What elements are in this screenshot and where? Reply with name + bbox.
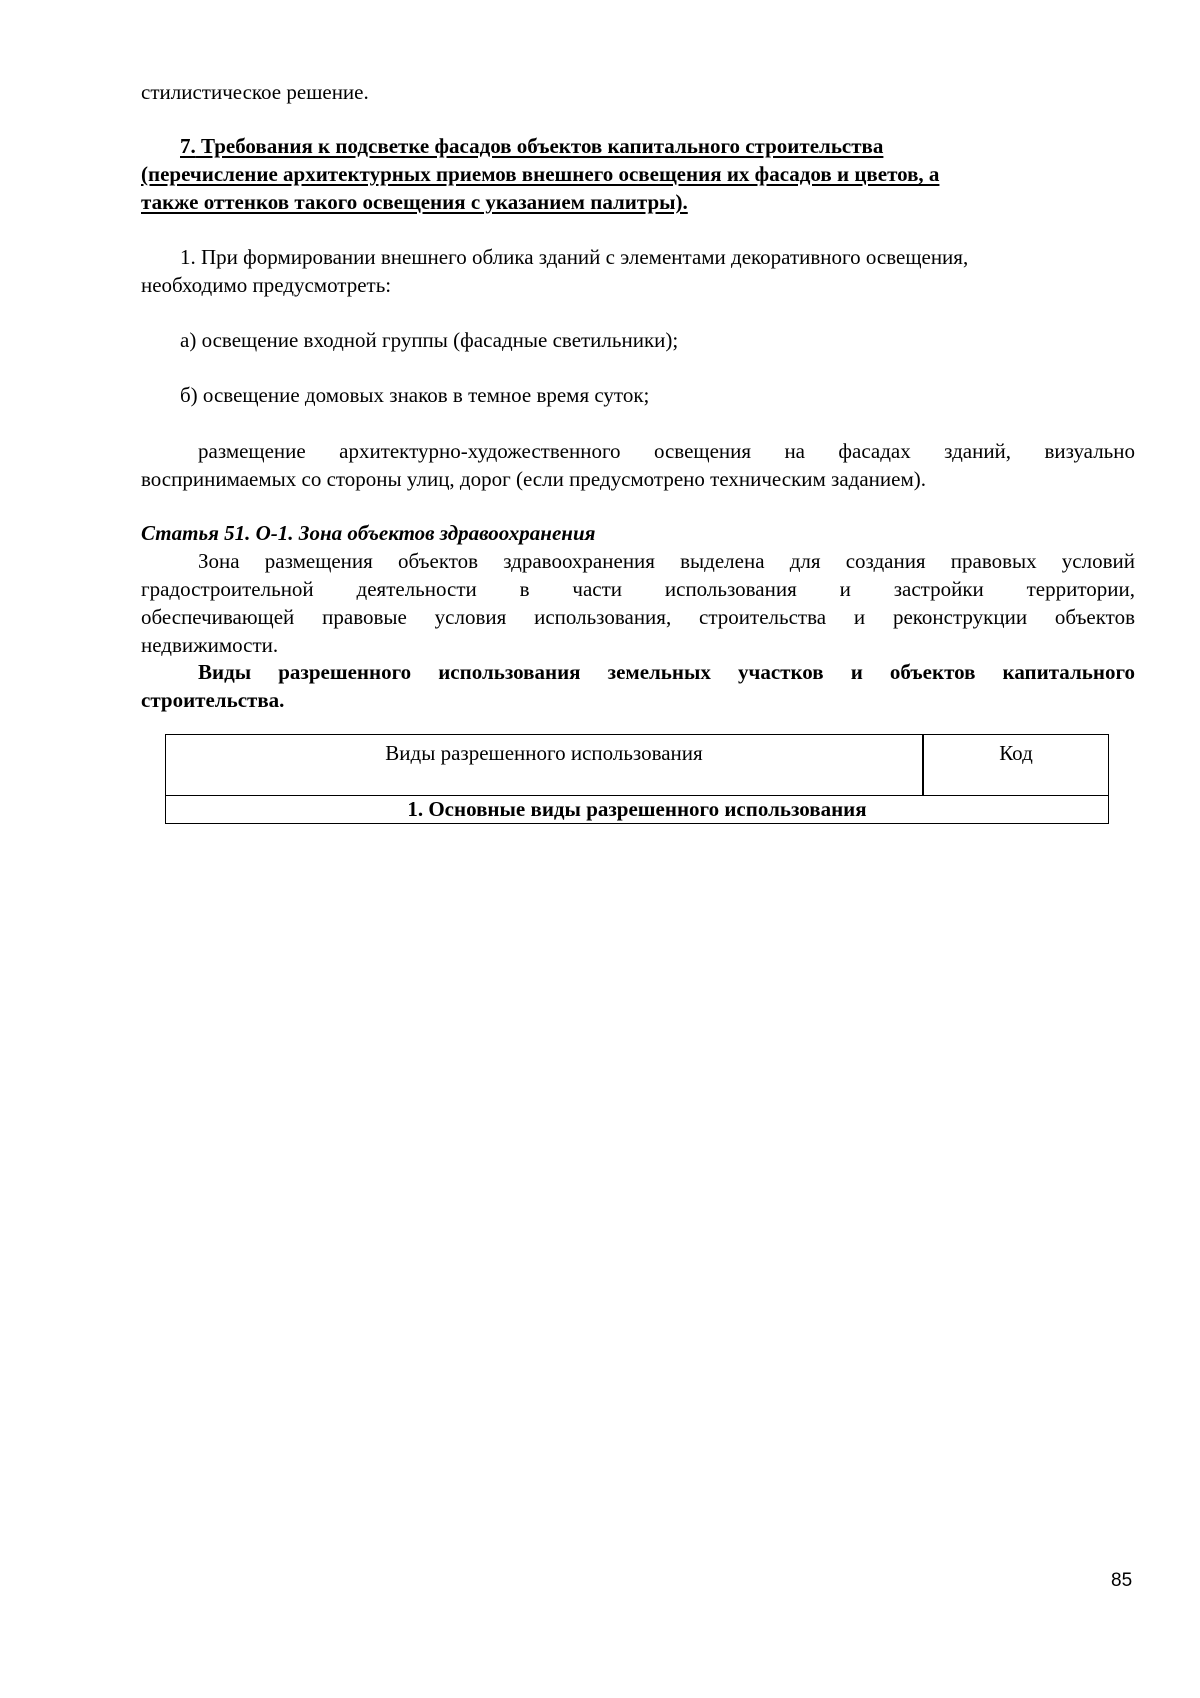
table-header-row bbox=[166, 735, 1109, 796]
article51-para-line2: градостроительной деятельности в части использования и застройки территории, bbox=[141, 577, 1135, 601]
continuation-text: стилистическое решение. bbox=[141, 80, 369, 104]
lighting-paragraph-line1: размещение архитектурно-художественного освещения на фасадах зданий, визуально bbox=[198, 439, 1135, 463]
permitted-uses-table bbox=[165, 734, 1109, 824]
types-heading-line2: строительства. bbox=[141, 688, 285, 712]
item1-line2: необходимо предусмотреть: bbox=[141, 273, 392, 297]
table-header-code: Код bbox=[923, 735, 1109, 796]
article51-para-line1: Зона размещения объектов здравоохранения выделена для создания правовых условий bbox=[198, 549, 1135, 573]
article51-para-line4: недвижимости. bbox=[141, 633, 279, 657]
item-b: б) освещение домовых знаков в темное время суток; bbox=[180, 383, 650, 407]
lighting-paragraph-line2: воспринимаемых со стороны улиц, дорог (если предусмотрено техническим заданием). bbox=[141, 467, 926, 491]
item1-line1: 1. При формировании внешнего облика зданий с элементами декоративного освещения, bbox=[180, 245, 969, 269]
section7-heading-line3: также оттенков такого освещения с указанием палитры). bbox=[141, 190, 688, 214]
page-number: 85 bbox=[1111, 1570, 1133, 1591]
table-section-row bbox=[166, 796, 1109, 824]
table-section-title: 1. Основные виды разрешенного использования bbox=[166, 796, 1109, 824]
item-a: а) освещение входной группы (фасадные светильники); bbox=[180, 328, 679, 352]
table-header-kind: Виды разрешенного использования bbox=[166, 735, 924, 796]
article51-title: Статья 51. О-1. Зона объектов здравоохранения bbox=[141, 521, 596, 545]
section7-number: 7. bbox=[180, 134, 196, 158]
article51-para-line3: обеспечивающей правовые условия использования, строительства и реконструкции объектов bbox=[141, 605, 1135, 629]
section7-heading-line2: (перечисление архитектурных приемов внешнего освещения их фасадов и цветов, а bbox=[141, 162, 940, 186]
section7-heading-text: Требования к подсветке фасадов объектов капитального строительства bbox=[201, 134, 884, 158]
types-heading-line1: Виды разрешенного использования земельных участков и объектов капитального bbox=[198, 660, 1135, 684]
section7-heading-line1 bbox=[180, 132, 1174, 160]
